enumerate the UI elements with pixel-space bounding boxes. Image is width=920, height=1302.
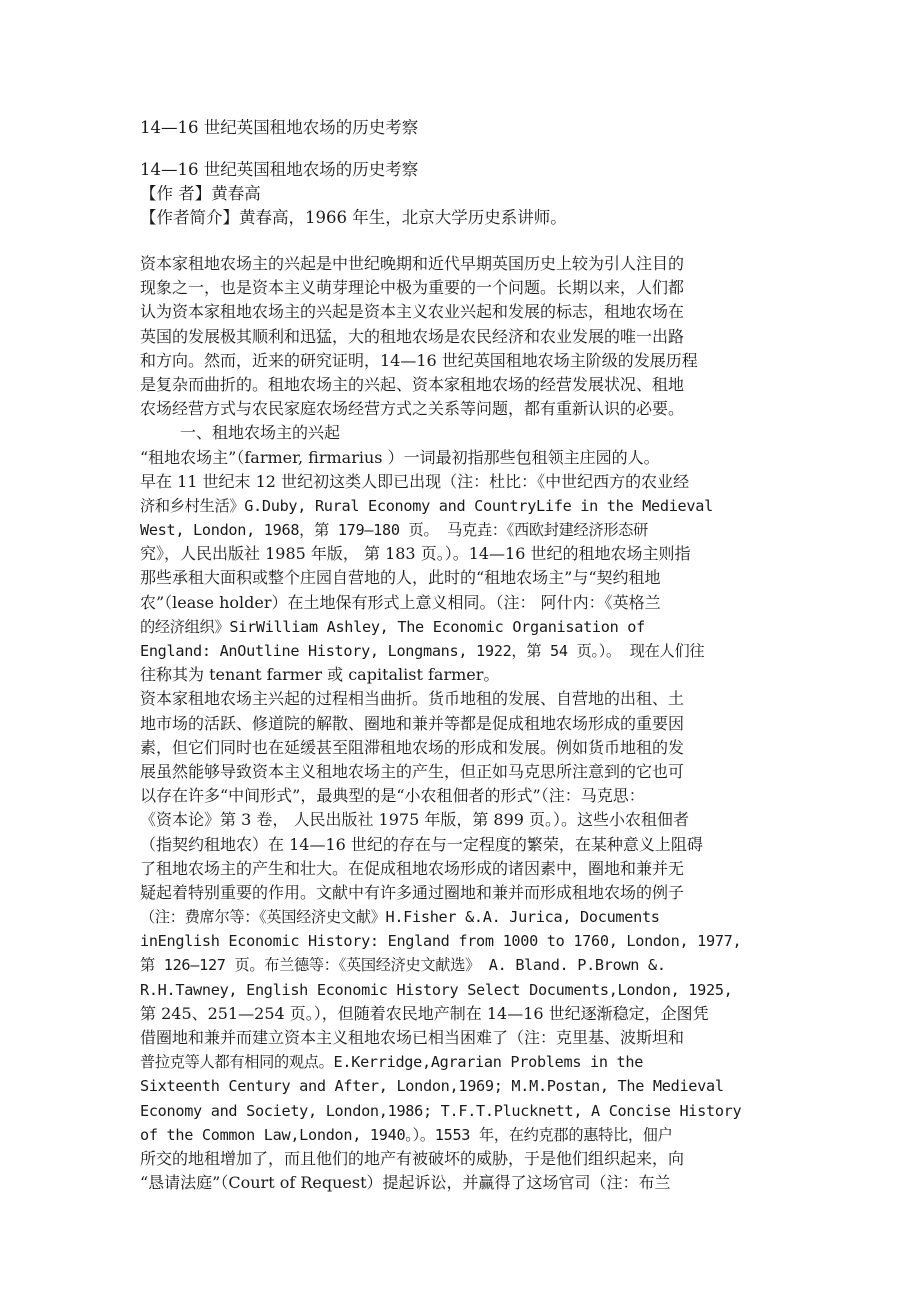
article-body <box>140 252 780 1195</box>
body-line: R.H.Tawney, English Economic History Select Documents,London, 1925, <box>140 980 733 999</box>
body-line: Sixteenth Century and After, London,1969; M.M.Postan, The Medieval <box>140 1077 724 1096</box>
body-line: 英国的发展极其顺利和迅猛，大的租地农场是农民经济和农业发展的唯一出路 <box>140 326 685 346</box>
body-line: “恳请法庭”（Court of Request）提起诉讼，并赢得了这场官司（注：布兰 <box>140 1173 671 1193</box>
body-line: （指契约租地农）在 14—16 世纪的存在与一定程度的繁荣，在某种意义上阻碍 <box>140 834 703 854</box>
article-header <box>140 158 780 230</box>
body-line: 往称其为 tenant farmer 或 capitalist farmer。 <box>140 665 500 685</box>
author-bio-line: 【作者简介】黄春高，1966 年生，北京大学历史系讲师。 <box>140 208 567 227</box>
body-line: 普拉克等人都有相同的观点。E.Kerridge,Agrarian Problems in the <box>140 1053 644 1072</box>
body-line: Economy and Society, London,1986; T.F.T.Plucknett, A Concise History <box>140 1101 742 1120</box>
body-line: （注：费席尔等：《英国经济史文献》H.Fisher &.A. Jurica, Documents <box>140 908 660 927</box>
body-line: 第 126—127 页。布兰德等：《英国经济史文献选》 A. Bland. P.Brown &. <box>140 956 666 975</box>
body-line: 展虽然能够导致资本主义租地农场主的产生，但正如马克思所注意到的它也可 <box>140 761 685 781</box>
body-line: 和方向。然而，近来的研究证明，14—16 世纪英国租地农场主阶级的发展历程 <box>140 350 698 370</box>
body-line: 以存在许多“中间形式”，最典型的是“小农租佃者的形式”（注：马克思： <box>140 786 645 806</box>
body-line: 地市场的活跃、修道院的解散、圈地和兼并等都是促成租地农场形成的重要因 <box>140 713 685 733</box>
body-line: 借圈地和兼并而建立资本主义租地农场已相当困难了（注：克里基、波斯坦和 <box>140 1028 685 1047</box>
body-line: 了租地农场主的产生和壮大。在促成租地农场形成的诸因素中，圈地和兼并无 <box>140 858 685 878</box>
body-line: of the Common Law,London, 1940。）。1553 年，在约克郡的惠特比，佃户 <box>140 1125 673 1144</box>
body-line: “租地农场主”（farmer, firmarius ）一词最初指那些包租领主庄园的人。 <box>140 447 660 467</box>
body-line: 认为资本家租地农场主的兴起是资本主义农业兴起和发展的标志，租地农场在 <box>140 302 685 322</box>
article-subtitle: 14—16 世纪英国租地农场的历史考察 <box>140 160 419 179</box>
body-line: 素，但它们同时也在延缓甚至阻滞租地农场的形成和发展。例如货币地租的发 <box>140 737 685 757</box>
body-line: 《资本论》第 3 卷， 人民出版社 1975 年版，第 899 页。）。这些小农租佃者 <box>140 810 690 830</box>
body-line: 第 245、251—254 页。），但随着农民地产制在 14—16 世纪逐渐稳定，企图凭 <box>140 1003 709 1023</box>
body-line: 农场经营方式与农民家庭农场经营方式之关系等问题，都有重新认识的必要。 <box>140 399 685 419</box>
body-line: 所交的地租增加了，而且他们的地产有被破坏的威胁，于是他们组织起来，向 <box>140 1148 685 1168</box>
body-line: 是复杂而曲折的。租地农场主的兴起、资本家租地农场的经营发展状况、租地 <box>140 374 685 394</box>
body-line: 济和乡村生活》G.Duby, Rural Economy and CountryLife in the Medieval <box>140 496 713 515</box>
body-line: England: AnOutline History, Longmans, 1922，第 54 页。）。 现在人们往 <box>140 642 705 660</box>
body-line: 现象之一，也是资本主义萌芽理论中极为重要的一个问题。长期以来，人们都 <box>140 278 685 298</box>
body-line: 疑起着特别重要的作用。文献中有许多通过圈地和兼并而形成租地农场的例子 <box>140 882 685 902</box>
body-line: 资本家租地农场主的兴起是中世纪晚期和近代早期英国历史上较为引人注目的 <box>140 254 685 273</box>
section-heading: 一、租地农场主的兴起 <box>180 423 341 443</box>
document-title: 14—16 世纪英国租地农场的历史考察 <box>140 118 419 137</box>
body-line: 的经济组织》SirWilliam Ashley, The Economic Organisation of <box>140 617 645 636</box>
body-line: 那些承租大面积或整个庄园自营地的人，此时的“租地农场主”与“契约租地 <box>140 568 661 588</box>
body-line: 究》，人民出版社 1985 年版， 第 183 页。）。14—16 世纪的租地农场主则指 <box>140 544 691 564</box>
body-line: 早在 11 世纪末 12 世纪初这类人即已出现（注：杜比：《中世纪西方的农业经 <box>140 471 690 491</box>
body-line: inEnglish Economic History: England from 1000 to 1760, London, 1977, <box>140 932 742 951</box>
body-line: West, London, 1968，第 179—180 页。 马克垚：《西欧封建经济形态研 <box>140 521 648 540</box>
body-line: 农”（lease holder）在土地保有形式上意义相同。（注： 阿什内：《英格兰 <box>140 592 661 612</box>
body-line: 资本家租地农场主兴起的过程相当曲折。货币地租的发展、自营地的出租、土 <box>140 689 685 709</box>
author-line: 【作 者】黄春高 <box>140 184 261 203</box>
